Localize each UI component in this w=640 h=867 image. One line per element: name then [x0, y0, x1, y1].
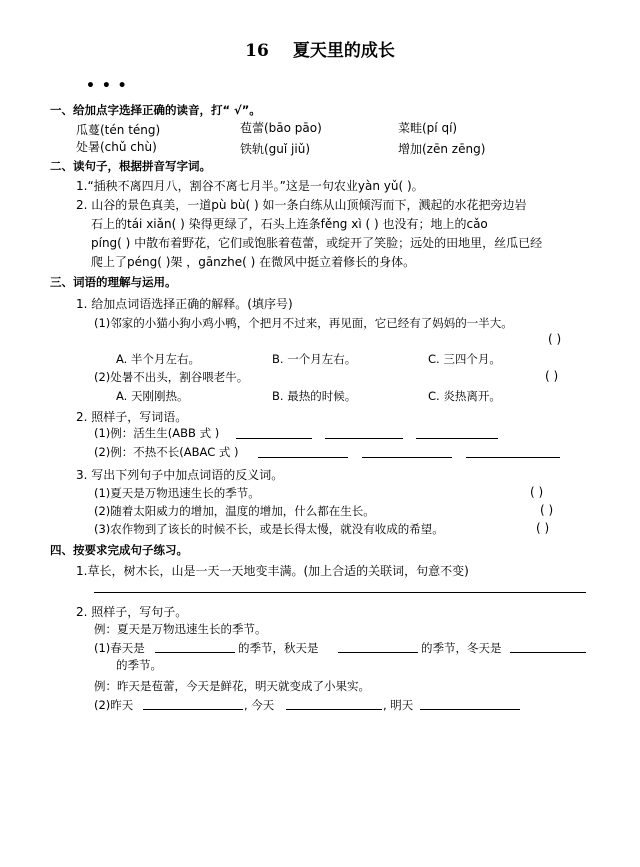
section3-q3-item-2: (2)随着太阳威力的增加，温度的增加，什么都在生长。	[94, 504, 375, 518]
section4-q2-line1-d: 的季节。	[116, 658, 162, 672]
lesson-title: 夏天里的成长	[292, 41, 395, 61]
section4-q2-line1-a: (1)春天是	[94, 641, 145, 655]
section2-question-2-line-4: 爬上了péng( )架 ，gānzhe( ) 在微风中挺立着修长的身体。	[91, 255, 416, 269]
answer-line[interactable]	[416, 438, 498, 439]
answer-paren[interactable]: ( )	[540, 503, 554, 517]
section3-q3-item-1: (1)夏天是万物迅速生长的季节。	[94, 486, 260, 500]
answer-line[interactable]	[325, 438, 403, 439]
section3-heading: 三、词语的理解与运用。	[50, 275, 177, 289]
answer-paren[interactable]: ( )	[545, 369, 559, 383]
section2-question-2-line-3: píng( ) 中散布着野花，它们或饱胀着苞蕾，或绽开了笑脸；远处的田地里，丝瓜已经	[91, 236, 543, 250]
option-c: C. 三四个月。	[428, 352, 501, 366]
pinyin-choice-4: 处暑(chǔ chù)	[76, 140, 157, 154]
answer-line[interactable]	[94, 592, 586, 593]
section3-q3-stem: 3. 写出下列句子中加点词语的反义词。	[76, 468, 284, 482]
pinyin-choice-1: 瓜蔓(tén téng)	[76, 123, 161, 137]
answer-paren[interactable]: ( )	[548, 332, 562, 346]
answer-line[interactable]	[338, 652, 418, 653]
answer-line[interactable]	[420, 709, 520, 710]
section2-heading: 二、读句子，根据拼音写字词。	[50, 159, 211, 173]
section1-heading: 一、给加点字选择正确的读音，打“ √”。	[50, 103, 261, 117]
section4-heading: 四、按要求完成句子练习。	[50, 543, 188, 557]
section4-q1: 1.草长，树木长，山是一天一天地变丰满。(加上合适的关联词，句意不变)	[76, 564, 469, 578]
section3-q1-sub2: (2)处暑不出头，割谷喂老牛。	[94, 370, 249, 384]
section4-q2-line1-c: 的季节，冬天是	[421, 641, 502, 655]
section3-q3-item-3: (3)农作物到了该长的时候不长，或是长得太慢，就没有收成的希望。	[94, 522, 444, 536]
section4-q2-line2-c: , 明天	[383, 698, 414, 712]
answer-line[interactable]	[155, 652, 235, 653]
pinyin-choice-2: 苞蕾(bāo pāo)	[240, 121, 322, 135]
option-b: B. 最热的时候。	[272, 389, 357, 403]
option-a: A. 天刚刚热。	[116, 389, 189, 403]
option-b: B. 一个月左右。	[272, 352, 357, 366]
section3-q2-stem: 2. 照样子，写词语。	[76, 410, 188, 424]
section2-question-1: 1.“插秧不离四月八，割谷不离七月半。”这是一句农业yàn yǔ( )。	[76, 179, 424, 193]
page-title	[0, 36, 640, 61]
pinyin-choice-3: 菜畦(pí qí)	[398, 121, 458, 135]
section3-q2-example-2: (2)例：不热不长(ABAC 式 )	[94, 445, 239, 459]
section2-question-2-line-1: 2. 山谷的景色真美，一道pù bù( ) 如一条白练从山顶倾泻而下，溅起的水花把旁边岩	[76, 198, 527, 212]
section4-q2-line1-b: 的季节，秋天是	[238, 641, 319, 655]
section3-q1-stem: 1. 给加点词语选择正确的解释。(填序号)	[76, 297, 293, 311]
section2-question-2-line-2: 石上的tái xiǎn( ) 染得更绿了，石头上连条fěng xì ( ) 也没有；地上的cǎo	[91, 217, 488, 231]
answer-line[interactable]	[510, 652, 586, 653]
answer-line[interactable]	[286, 709, 382, 710]
answer-line[interactable]	[362, 457, 452, 458]
section4-q2-example-1: 例：夏天是万物迅速生长的季节。	[94, 622, 267, 636]
section4-q2-stem: 2. 照样子，写句子。	[76, 605, 188, 619]
answer-paren[interactable]: ( )	[530, 485, 544, 499]
lesson-number: 16	[245, 41, 269, 61]
section4-q2-line2-a: (2)昨天	[94, 698, 134, 712]
title-emphasis-dots: • • •	[86, 78, 128, 94]
option-c: C. 炎热离开。	[428, 389, 501, 403]
answer-line[interactable]	[236, 438, 312, 439]
option-a: A. 半个月左右。	[116, 352, 200, 366]
pinyin-choice-5: 铁轨(guǐ jiǔ)	[240, 142, 311, 156]
pinyin-choice-6: 增加(zēn zēng)	[398, 142, 486, 156]
answer-paren[interactable]: ( )	[536, 521, 550, 535]
answer-line[interactable]	[143, 709, 243, 710]
section4-q2-line2-b: , 今天	[244, 698, 275, 712]
section3-q1-sub1: (1)邻家的小猫小狗小鸡小鸭，个把月不过来，再见面，它已经有了妈妈的一半大。	[94, 316, 513, 330]
section4-q2-example-2: 例：昨天是苞蕾，今天是鲜花，明天就变成了小果实。	[94, 679, 370, 693]
answer-line[interactable]	[258, 457, 348, 458]
section3-q2-example-1: (1)例：活生生(ABB 式 )	[94, 426, 220, 440]
answer-line[interactable]	[466, 457, 560, 458]
